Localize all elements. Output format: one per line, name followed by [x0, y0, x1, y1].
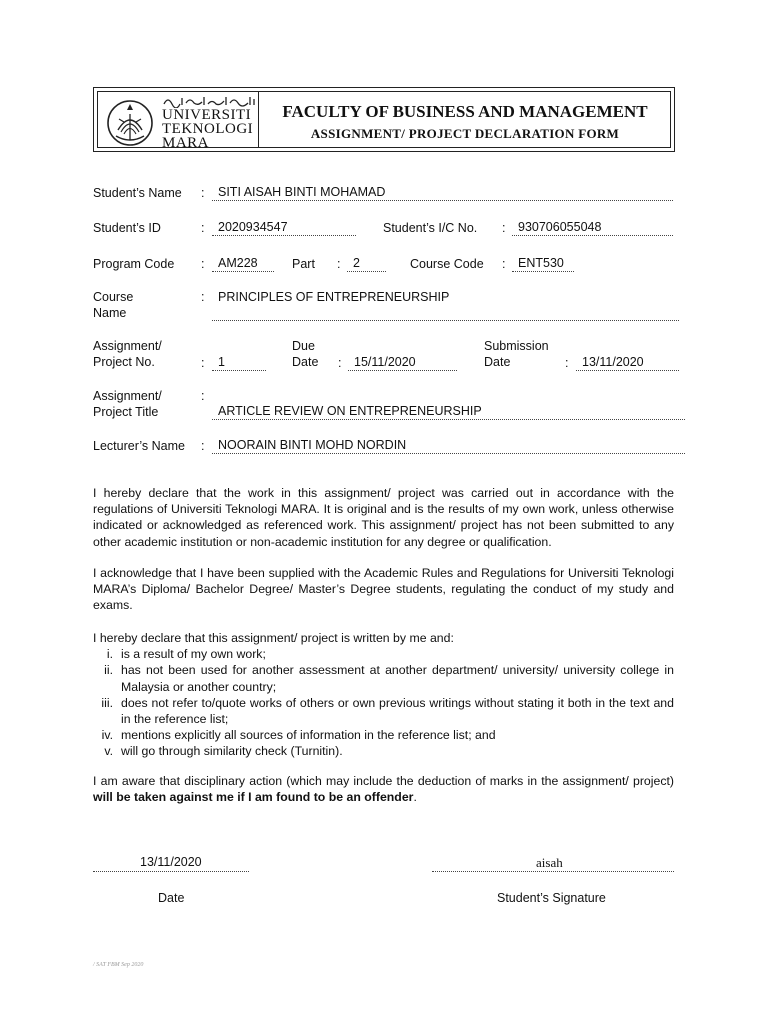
course-name-value: PRINCIPLES OF ENTREPRENEURSHIP [218, 290, 450, 304]
student-id-field[interactable]: 2020934547 [212, 220, 356, 236]
list-item [93, 695, 674, 727]
course-name-label-1: Course [93, 290, 134, 304]
submission-date-label-1: Submission [484, 339, 549, 353]
logo-line-2: TEKNOLOGI [162, 121, 254, 137]
list-item [93, 727, 674, 743]
lecturer-label: Lecturer’s Name [93, 439, 185, 453]
student-signature-value: aisah [536, 855, 563, 870]
form-header-inner [97, 91, 671, 151]
list-item-number: iii. [101, 695, 113, 710]
date-signature-line[interactable] [93, 871, 249, 872]
colon: : [201, 186, 205, 200]
due-date-label-2: Date [292, 355, 319, 369]
colon: : [201, 389, 205, 403]
footer-reference: / SAT FBM Sep 2020 [93, 962, 144, 968]
project-title-label-1: Assignment/ [93, 389, 162, 403]
due-date-field[interactable]: 15/11/2020 [348, 355, 457, 371]
list-item [93, 743, 674, 759]
part-field[interactable]: 2 [347, 256, 386, 272]
project-title-field[interactable]: ARTICLE REVIEW ON ENTREPRENEURSHIP [212, 404, 685, 420]
faculty-title: FACULTY OF BUSINESS AND MANAGEMENT [282, 102, 648, 121]
list-item [93, 662, 674, 694]
student-signature-line[interactable] [432, 871, 674, 872]
declaration-list-intro: I hereby declare that this assignment/ project is written by me and: [93, 631, 454, 645]
list-item-text: is a result of my own work; [121, 647, 266, 662]
declaration-list [93, 630, 674, 760]
colon: : [565, 356, 569, 370]
colon: : [338, 356, 342, 370]
ic-no-label: Student’s I/C No. [383, 221, 478, 235]
declaration-paragraph-4-end: . [413, 790, 417, 805]
project-no-field[interactable]: 1 [212, 355, 266, 371]
list-item-number: ii. [104, 663, 113, 678]
list-item-text: will go through similarity check (Turnitin). [121, 744, 343, 759]
uitm-emblem-icon [104, 96, 156, 148]
course-code-field[interactable]: ENT530 [512, 256, 574, 272]
lecturer-field[interactable]: NOORAIN BINTI MOHD NORDIN [212, 438, 685, 454]
declaration-paragraph-1: I hereby declare that the work in this assignment/ project was carried out in accordance with the regulations of Universiti Teknologi MARA. It is original and is the results of my own work, unless otherwise indicated or acknowledged as referenced work. This assignment/ project has not been submitted to any other academic institution or non-academic institution for any degree or qualification. [93, 486, 674, 549]
student-name-field[interactable]: SITI AISAH BINTI MOHAMAD [212, 185, 673, 201]
logo-arabic-text [162, 94, 258, 108]
project-no-label-2: Project No. [93, 355, 155, 369]
program-code-label: Program Code [93, 257, 175, 271]
declaration-paragraph-4 [93, 773, 674, 805]
course-code-label: Course Code [410, 257, 484, 271]
colon: : [201, 257, 205, 271]
list-item-text: mentions explicitly all sources of information in the reference list; and [121, 728, 496, 743]
project-title-label-2: Project Title [93, 405, 159, 419]
submission-date-label-2: Date [484, 355, 511, 369]
colon: : [201, 439, 205, 453]
date-label: Date [158, 891, 185, 905]
colon: : [201, 221, 205, 235]
student-id-label: Student’s ID [93, 221, 161, 235]
logo-line-1: UNIVERSITI [162, 107, 252, 123]
list-item-number: iv. [101, 728, 113, 743]
due-date-label-1: Due [292, 339, 315, 353]
student-signature-label: Student’s Signature [497, 891, 606, 905]
logo-wordmark [162, 108, 253, 150]
submission-date-field[interactable]: 13/11/2020 [576, 355, 679, 371]
course-name-field-line[interactable] [212, 320, 679, 321]
colon: : [337, 257, 341, 271]
header-divider [258, 92, 259, 147]
project-no-label-1: Assignment/ [93, 339, 162, 353]
declaration-paragraph-2: I acknowledge that I have been supplied with the Academic Rules and Regulations for Universiti Teknologi MARA’s Diploma/ Bachelor Degree/ Master’s Degree students, regulating the conduct of my study and exams. [93, 566, 674, 613]
colon: : [502, 257, 506, 271]
student-name-label: Student’s Name [93, 186, 182, 200]
declaration-paragraph-4-bold: will be taken against me if I am found to be an offender [93, 790, 414, 805]
form-title: ASSIGNMENT/ PROJECT DECLARATION FORM [310, 126, 620, 141]
ic-no-field[interactable]: 930706055048 [512, 220, 673, 236]
part-label: Part [292, 257, 315, 271]
date-value: 13/11/2020 [140, 855, 202, 869]
list-item-number: i. [106, 647, 113, 662]
logo-line-3: MARA [162, 135, 210, 151]
list-item [93, 646, 674, 662]
colon: : [201, 356, 205, 370]
form-header [93, 87, 675, 152]
colon: : [502, 221, 506, 235]
colon: : [201, 290, 205, 304]
list-item-text: does not refer to/quote works of others or own previous writings without stating it both in the text and in the reference list; [121, 695, 674, 727]
program-code-field[interactable]: AM228 [212, 256, 274, 272]
list-item-number: v. [104, 744, 113, 759]
list-item-text: has not been used for another assessment at another department/ university/ university college in Malaysia or another country; [121, 663, 674, 694]
logo-arabic-script-icon [162, 94, 258, 108]
course-name-label-2: Name [93, 306, 127, 320]
declaration-paragraph-4-text: I am aware that disciplinary action (which may include the deduction of marks in the assignment/ project) [93, 774, 674, 788]
